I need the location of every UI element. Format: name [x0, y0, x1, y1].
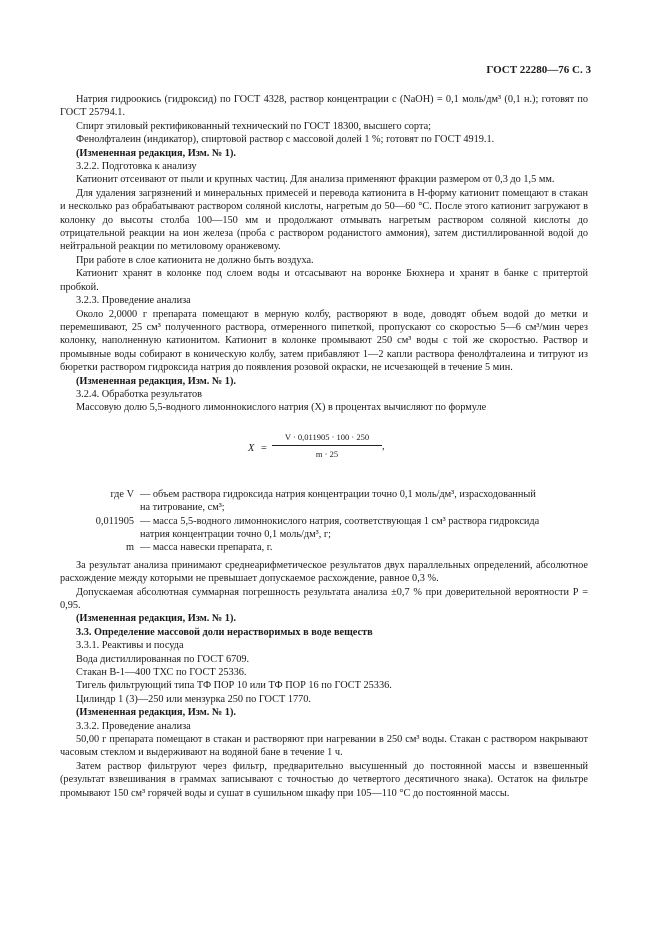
paragraph: 50,00 г препарата помещают в стакан и растворяют при нагревании в 250 см³ воды. Стакан с раствором накрывают часовым стеклом и выдерживают на водяной бане в течение 1 ч. [60, 734, 588, 759]
definition-key: m [125, 542, 134, 554]
definition-item [60, 488, 588, 515]
definition-item [60, 541, 588, 554]
definition-line: — масса навески препарата, г. [140, 542, 273, 554]
paragraph: При работе в слое катионита не должно быть воздуха. [76, 254, 314, 266]
paragraph: Затем раствор фильтруют через фильтр, предварительно высушенный до постоянной массы и взвешенный (результат взвешивания в граммах записывают с точностью до четвертого десятичного знака). Остаток на фильтре промывают 150 см³ горячей воды и сушат в сушильном шкафу при 105—110 °С до постоянной массы. [60, 760, 588, 799]
section-heading: 3.2.4. Обработка результатов [76, 388, 203, 400]
list-item: Стакан В-1—400 ТХС по ГОСТ 25336. [76, 667, 247, 679]
revision-note: (Измененная редакция, Изм. № 1). [76, 375, 236, 387]
formula-lhs: X [248, 442, 255, 454]
formula-comma: , [382, 440, 385, 452]
definition-line: натрия концентрации точно 0,1 моль/дм³, г; [140, 528, 331, 540]
definition-value [140, 541, 588, 554]
paragraph: Катионит хранят в колонке под слоем воды и отсасывают на воронке Бюхнера и хранят в банке с притертой пробкой. [60, 268, 588, 293]
section-heading: 3.3. Определение массовой доли нерастворимых в воде веществ [76, 626, 373, 638]
paragraph: Массовую долю 5,5-водного лимоннокислого натрия (X) в процентах вычисляют по формуле [76, 402, 487, 414]
definition-line: — объем раствора гидроксида натрия концентрации точно 0,1 моль/дм³, израсходованный [140, 488, 536, 500]
paragraph: За результат анализа принимают среднеарифметическое результатов двух параллельных определений, абсолютное расхождение между которыми не превышает допускаемое расхождение, равное 0,3 %. [60, 559, 588, 585]
definition-line: на титрование, см³; [140, 502, 225, 514]
definition-value [140, 515, 588, 542]
paragraph: Для удаления загрязнений и минеральных примесей и перевода катионита в Н-форму катионит помещают в стакан и несколько раз обрабатывают раствором соляной кислоты, нагретым до 50—60 °С. После этого катионит загружают в колонку до высоты столба 100—150 мм и продолжают отмывать нагретым раствором соляной кислоты до отрицательной реакции на ион железа (проба с раствором роданистого аммония), затем дистиллированной водой до нейтральной реакции по метиловому оранжевому. [60, 187, 588, 253]
formula-equals: = [261, 442, 267, 454]
definition-value [140, 488, 588, 515]
definition-item [60, 515, 588, 542]
section-heading: 3.2.3. Проведение анализа [76, 295, 191, 307]
paragraph: Около 2,0000 г препарата помещают в мерную колбу, растворяют в воде, доводят объем водой до метки и перемешивают, 25 см³ полученного раствора, отмеренного пипеткой, пропускают со скоростью 5—6 см³/мин через колонку, наполненную катионитом. Катионит в колонке промывают 250 см³ воды с той же скоростью. Раствор и промывные воды собирают в коническую колбу, затем прибавляют 1—2 капли раствора фенолфталеина и титруют из бюретки раствором гидроксида натрия до появления розовой окраски, не исчезающей в течение 5 мин. [60, 308, 588, 374]
revision-note: (Измененная редакция, Изм. № 1). [76, 147, 236, 159]
definition-key: где V [110, 488, 134, 500]
definition-line: — масса 5,5-водного лимоннокислого натрия, соответствующая 1 см³ раствора гидроксида [140, 515, 540, 527]
list-item: Цилиндр 1 (3)—250 или мензурка 250 по ГОСТ 1770. [76, 693, 311, 705]
section-heading: 3.2.2. Подготовка к анализу [76, 161, 197, 173]
section-heading: 3.3.2. Проведение анализа [76, 720, 191, 732]
fraction-bar [272, 445, 382, 446]
formula-denominator: m · 25 [315, 448, 339, 459]
body-text [60, 93, 588, 800]
formula-numerator: V · 0,011905 · 100 · 250 [284, 431, 370, 442]
list-item: Тигель фильтрующий типа ТФ ПОР 10 или ТФ ПОР 16 по ГОСТ 25336. [76, 680, 392, 692]
paragraph: Натрия гидроокись (гидроксид) по ГОСТ 4328, раствор концентрации с (NaOH) = 0,1 моль/дм³ (0,1 н.); готовят по ГОСТ 25794.1. [60, 94, 588, 119]
paragraph: Катионит отсеивают от пыли и крупных частиц. Для анализа применяют фракции размером от 0,3 до 1,5 мм. [76, 174, 555, 186]
formula [60, 415, 588, 474]
paragraph: Допускаемая абсолютная суммарная погрешность результата анализа ±0,7 % при доверительной вероятности Р = 0,95. [60, 586, 588, 611]
definition-key: 0,011905 [95, 515, 134, 527]
variable-definitions [60, 488, 588, 555]
revision-note: (Измененная редакция, Изм. № 1). [76, 707, 236, 719]
paragraph: Фенолфталеин (индикатор), спиртовой раствор с массовой долей 1 %; готовят по ГОСТ 4919.1. [76, 134, 495, 146]
page-header: ГОСТ 22280—76 С. 3 [486, 64, 591, 76]
paragraph: Спирт этиловый ректификованный технический по ГОСТ 18300, высшего сорта; [76, 120, 432, 132]
revision-note: (Измененная редакция, Изм. № 1). [76, 613, 236, 625]
list-item: Вода дистиллированная по ГОСТ 6709. [76, 653, 250, 665]
section-heading: 3.3.1. Реактивы и посуда [76, 640, 184, 652]
